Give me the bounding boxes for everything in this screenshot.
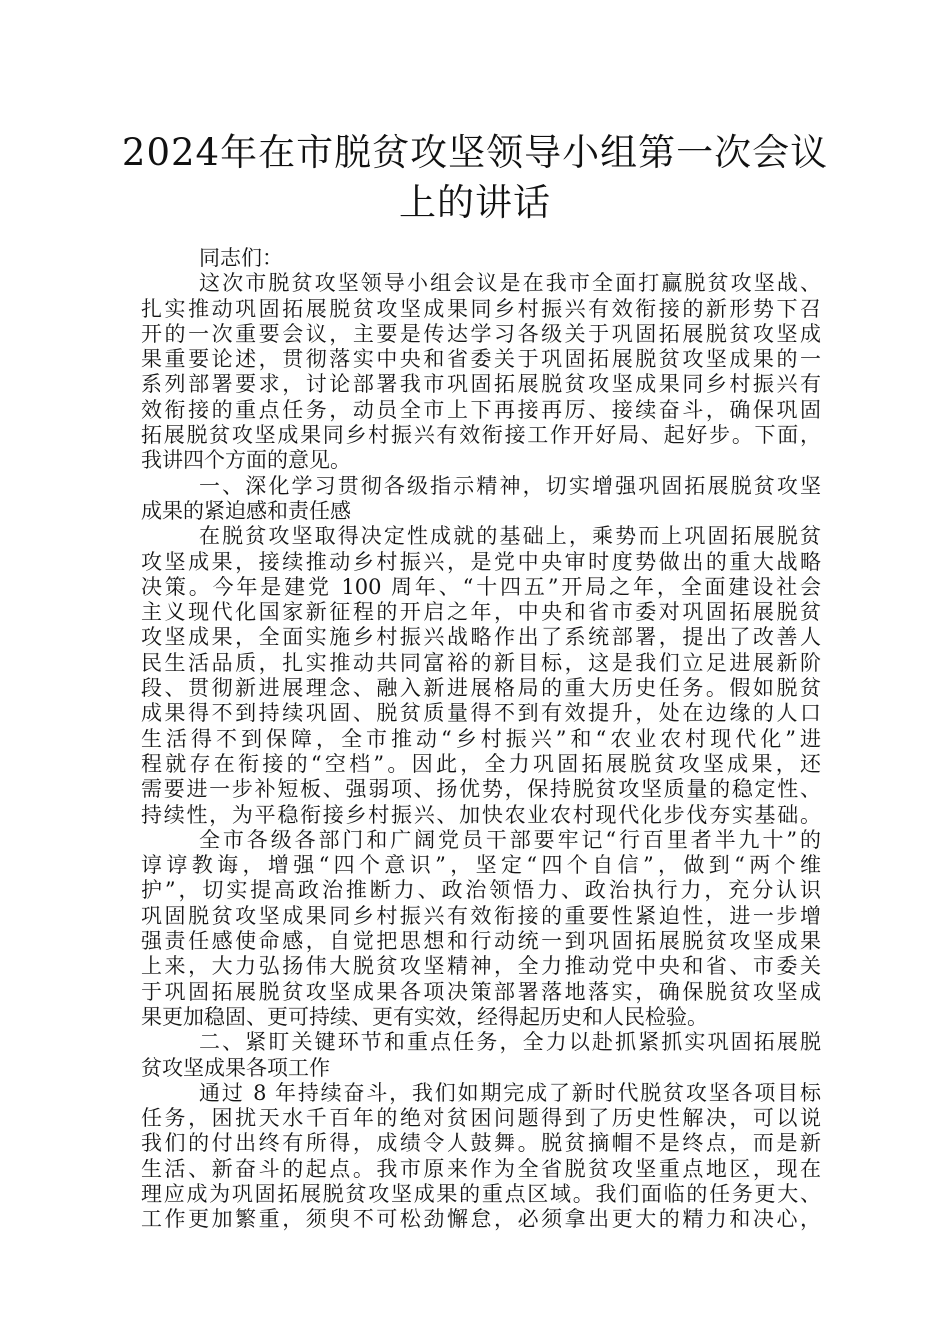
body-text-line: 扎实推动巩固拓展脱贫攻坚成果同乡村振兴有效衔接的新形势下召 <box>141 296 821 321</box>
body-text-line: 成果得不到持续巩固、脱贫质量得不到有效提升，处在边缘的人口 <box>141 701 821 726</box>
body-text-line: 生活、新奋斗的起点。我市原来作为全省脱贫攻坚重点地区，现在 <box>141 1156 821 1181</box>
body-text-line: 果更加稳固、更可持续、更有实效，经得起历史和人民检验。 <box>141 1004 708 1029</box>
title-line-2: 上的讲话 <box>399 181 551 224</box>
body-text-line: 需要进一步补短板、强弱项、扬优势，保持脱贫攻坚质量的稳定性、 <box>141 777 821 802</box>
body-text-line: 谆谆教诲，增强“四个意识”，坚定“四个自信”，做到“两个维 <box>141 853 821 878</box>
body-text-line: 我讲四个方面的意见。 <box>141 448 351 473</box>
body-text-line: 全市各级各部门和广阔党员干部要牢记“行百里者半九十”的 <box>199 827 821 852</box>
body-text-line: 强责任感使命感，自觉把思想和行动统一到巩固拓展脱贫攻坚成果 <box>141 929 821 954</box>
body-text-line: 护”，切实提高政治推断力、政治领悟力、政治执行力，充分认识 <box>141 878 821 903</box>
body-text-line: 这次市脱贫攻坚领导小组会议是在我市全面打赢脱贫攻坚战、 <box>199 271 821 296</box>
body-text-line: 任务，困扰天水千百年的绝对贫困问题得到了历史性解决，可以说 <box>141 1106 821 1131</box>
body-text-line: 我们的付出终有所得，成绩令人鼓舞。脱贫摘帽不是终点，而是新 <box>141 1131 821 1156</box>
body-text-line: 贫攻坚成果各项工作 <box>141 1055 330 1080</box>
body-text-line: 工作更加繁重，须臾不可松劲懈怠，必须拿出更大的精力和决心， <box>141 1207 821 1232</box>
body-text-line: 决策。今年是建党 100 周年、“十四五”开局之年，全面建设社会 <box>141 574 821 599</box>
body-text-line: 拓展脱贫攻坚成果同乡村振兴有效衔接工作开好局、起好步。下面， <box>141 423 821 448</box>
body-text-line: 上来，大力弘扬伟大脱贫攻坚精神，全力推动党中央和省、市委关 <box>141 954 821 979</box>
body-text-line: 效衔接的重点任务，动员全市上下再接再厉、接续奋斗，确保巩固 <box>141 397 821 422</box>
body-text-line: 生活得不到保障，全市推动“乡村振兴”和“农业农村现代化”进 <box>141 726 821 751</box>
body-text-line: 持续性，为平稳衔接乡村振兴、加快农业农村现代化步伐夯实基础。 <box>141 802 821 827</box>
body-text-line: 同志们： <box>199 246 283 270</box>
body-text-line: 二、紧盯关键环节和重点任务，全力以赴抓紧抓实巩固拓展脱 <box>199 1030 821 1055</box>
body-text-line: 通过 8 年持续奋斗，我们如期完成了新时代脱贫攻坚各项目标 <box>199 1080 821 1105</box>
body-text-line: 果重要论述，贯彻落实中央和省委关于巩固拓展脱贫攻坚成果的一 <box>141 347 821 372</box>
body-text-line: 理应成为巩固拓展脱贫攻坚成果的重点区域。我们面临的任务更大、 <box>141 1181 821 1206</box>
body-text-line: 系列部署要求，讨论部署我市巩固拓展脱贫攻坚成果同乡村振兴有 <box>141 372 821 397</box>
title-line-1: 2024年在市脱贫攻坚领导小组第一次会议 <box>121 131 829 174</box>
body-text-line: 民生活品质，扎实推动共同富裕的新目标，这是我们立足进展新阶 <box>141 650 821 675</box>
document-body <box>141 246 821 1233</box>
body-text-line: 一、深化学习贯彻各级指示精神，切实增强巩固拓展脱贫攻坚 <box>199 473 821 498</box>
body-text-line: 在脱贫攻坚取得决定性成就的基础上，乘势而上巩固拓展脱贫 <box>199 524 821 549</box>
body-text-line: 攻坚成果，全面实施乡村振兴战略作出了系统部署，提出了改善人 <box>141 625 821 650</box>
body-text-line: 段、贯彻新进展理念、融入新进展格局的重大历史任务。假如脱贫 <box>141 676 821 701</box>
body-text-line: 于巩固拓展脱贫攻坚成果各项决策部署落地落实，确保脱贫攻坚成 <box>141 979 821 1004</box>
document-title <box>100 128 850 228</box>
body-text-line: 主义现代化国家新征程的开启之年，中央和省市委对巩固拓展脱贫 <box>141 600 821 625</box>
body-text-line: 成果的紧迫感和责任感 <box>141 498 351 523</box>
body-text-line: 巩固脱贫攻坚成果同乡村振兴有效衔接的重要性紧迫性，进一步增 <box>141 903 821 928</box>
body-text-line: 开的一次重要会议，主要是传达学习各级关于巩固拓展脱贫攻坚成 <box>141 321 821 346</box>
body-text-line: 程就存在衔接的“空档”。因此，全力巩固拓展脱贫攻坚成果，还 <box>141 751 821 776</box>
body-text-line: 攻坚成果，接续推动乡村振兴，是党中央审时度势做出的重大战略 <box>141 549 821 574</box>
